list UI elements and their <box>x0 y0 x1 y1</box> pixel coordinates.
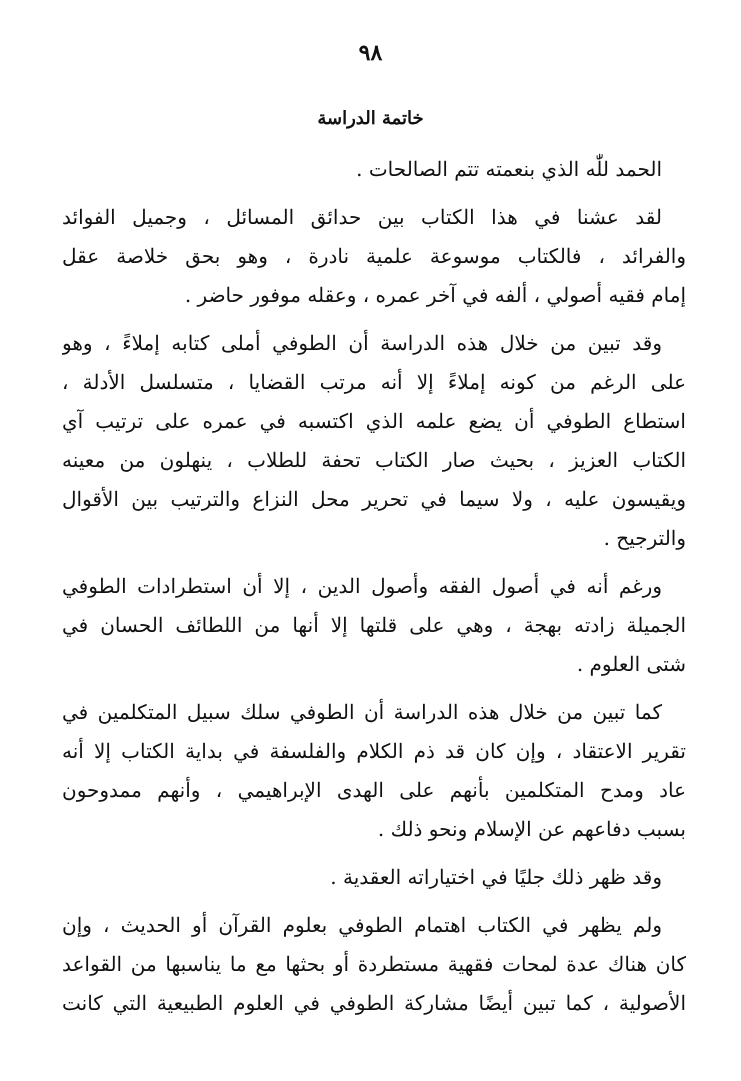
paragraph <box>62 567 686 684</box>
text-line: وقد تبين من خلال هذه الدراسة أن الطوفي أملى كتابه إملاءً ، وهو <box>62 331 662 355</box>
text-line: بسبب دفاعهم عن الإسلام ونحو ذلك . <box>377 817 686 841</box>
paragraph <box>62 693 686 849</box>
text-line: وقد ظهر ذلك جليًا في اختياراته العقدية . <box>330 865 662 889</box>
text-line: لقد عشنا في هذا الكتاب بين حدائق المسائل ، وجميل الفوائد <box>62 205 662 229</box>
paragraph <box>62 858 686 897</box>
text-line: ويقيسون عليه ، ولا سيما في تحرير محل النزاع والترتيب بين الأقوال <box>62 487 686 511</box>
body-text <box>62 150 686 1032</box>
paragraph <box>62 150 686 189</box>
page-heading: خاتمة الدراسة <box>317 108 424 129</box>
paragraph <box>62 324 686 558</box>
text-line: على الرغم من كونه إملاءً إلا أنه مرتب القضايا ، متسلسل الأدلة ، <box>62 370 686 394</box>
text-line: الأصولية ، كما تبين أيضًا مشاركة الطوفي في العلوم الطبيعية التي كانت <box>62 991 686 1015</box>
paragraph <box>62 906 686 1023</box>
text-line: الحمد للّٰه الذي بنعمته تتم الصالحات . <box>356 157 662 181</box>
text-line: الكتاب العزيز ، بحيث صار الكتاب تحفة للطلاب ، ينهلون من معينه <box>62 448 686 472</box>
text-line: شتى العلوم . <box>576 652 686 676</box>
text-line: والفرائد ، فالكتاب موسوعة علمية نادرة ، وهو بحق خلاصة عقل <box>62 244 686 268</box>
text-line: كان هناك عدة لمحات فقهية مستطردة أو بحثها مع ما يناسبها من القواعد <box>62 952 686 976</box>
text-line: إمام فقيه أصولي ، ألفه في آخر عمره ، وعقله موفور حاضر . <box>184 283 686 307</box>
text-line: ورغم أنه في أصول الفقه وأصول الدين ، إلا أن استطرادات الطوفي <box>62 574 662 598</box>
page-number: ٩٨ <box>358 40 383 66</box>
text-line: استطاع الطوفي أن يضع علمه الذي اكتسبه في عمره على ترتيب آي <box>62 409 686 433</box>
text-line: عاد ومدح المتكلمين بأنهم على الهدى الإبراهيمي ، وأنهم ممدوحون <box>62 778 686 802</box>
text-line: والترجيح . <box>603 526 686 550</box>
text-line: تقرير الاعتقاد ، وإن كان قد ذم الكلام والفلسفة في بداية الكتاب إلا أنه <box>62 739 686 763</box>
text-line: ولم يظهر في الكتاب اهتمام الطوفي بعلوم القرآن أو الحديث ، وإن <box>62 913 662 937</box>
text-line: كما تبين من خلال هذه الدراسة أن الطوفي سلك سبيل المتكلمين في <box>62 700 662 724</box>
paragraph <box>62 198 686 315</box>
text-line: الجميلة زادته بهجة ، وهي على قلتها إلا أنها من اللطائف الحسان في <box>62 613 686 637</box>
